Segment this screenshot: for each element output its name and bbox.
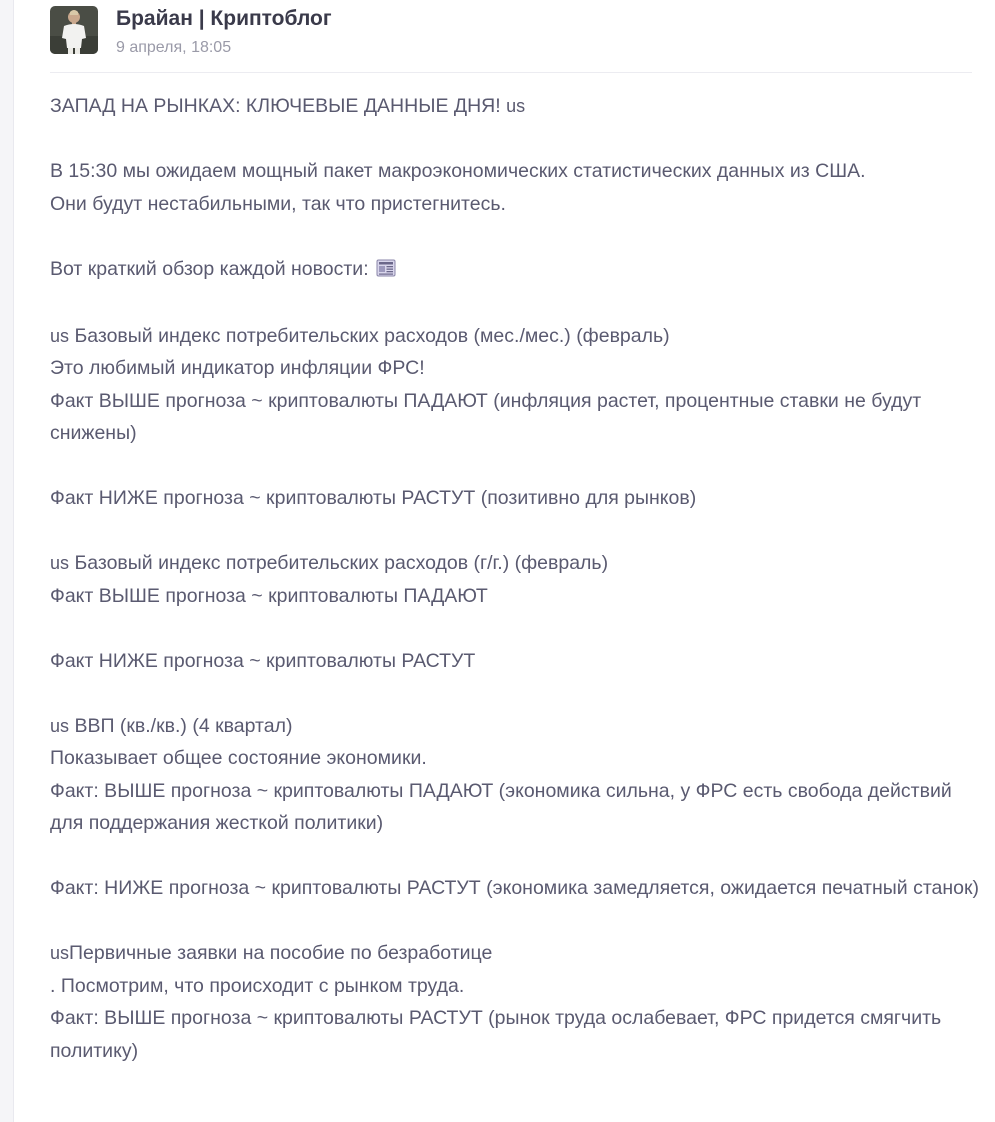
pce-mom-below-block	[50, 482, 980, 515]
post-header	[50, 6, 972, 73]
pce-yoy-block	[50, 547, 980, 612]
pce-mom-title-text: Базовый индекс потребительских расходов (мес./мес.) (февраль)	[74, 324, 670, 347]
us-flag-icon: us	[506, 96, 526, 116]
gdp-block	[50, 710, 980, 840]
post-date: 9 апреля, 18:05	[116, 39, 232, 56]
gdp-above: Факт: ВЫШЕ прогноза ~ криптовалюты ПАДАЮТ (экономика сильна, у ФРС есть свобода действий для поддержания жесткой политики)	[50, 779, 952, 834]
gdp-title-text: ВВП (кв./кв.) (4 квартал)	[74, 714, 293, 737]
author-name[interactable]: Брайан | Криптоблог	[116, 7, 332, 30]
pce-yoy-above: Факт ВЫШЕ прогноза ~ криптовалюты ПАДАЮТ	[50, 584, 488, 607]
claims-title-text: Первичные заявки на пособие по безработице	[69, 942, 493, 964]
pce-mom-title	[50, 320, 980, 353]
us-flag-icon: us	[50, 325, 70, 346]
intro-paragraph	[50, 155, 980, 220]
overview-text: Вот краткий обзор каждой новости:	[50, 257, 369, 280]
intro-line: Они будут нестабильными, так что пристегнитесь.	[50, 192, 506, 215]
newspaper-icon	[376, 255, 396, 288]
gdp-title	[50, 710, 980, 743]
pce-mom-note: Это любимый индикатор инфляции ФРС!	[50, 357, 425, 379]
pce-mom-block	[50, 320, 980, 450]
claims-above: Факт: ВЫШЕ прогноза ~ криптовалюты РАСТУТ (рынок труда ослабевает, ФРС придется смягчить политику)	[50, 1007, 942, 1062]
pce-yoy-title-text: Базовый индекс потребительских расходов (г/г.) (февраль)	[74, 552, 609, 574]
gdp-note: Показывает общее состояние экономики.	[50, 747, 427, 769]
post-body	[50, 90, 980, 1100]
overview-paragraph	[50, 253, 980, 288]
claims-block	[50, 937, 980, 1067]
gdp-below: Факт: НИЖЕ прогноза ~ криптовалюты РАСТУТ (экономика замедляется, ожидается печатный станок)	[50, 877, 980, 899]
pce-yoy-below: Факт НИЖЕ прогноза ~ криптовалюты РАСТУТ	[50, 649, 476, 672]
avatar[interactable]	[50, 6, 98, 54]
left-rail	[0, 0, 14, 1122]
pce-mom-above: Факт ВЫШЕ прогноза ~ криптовалюты ПАДАЮТ (инфляция растет, процентные ставки не будут снижены)	[50, 389, 922, 444]
us-flag-icon: us	[50, 943, 70, 963]
person-in-white-tshirt-photo	[50, 6, 98, 54]
pce-yoy-title	[50, 547, 980, 580]
post-card	[14, 0, 995, 1122]
claims-note: . Посмотрим, что происходит с рынком труда.	[50, 974, 465, 997]
pce-yoy-below-block	[50, 645, 980, 678]
us-flag-icon: us	[50, 715, 70, 736]
gdp-below-block	[50, 872, 980, 905]
pce-mom-below: Факт НИЖЕ прогноза ~ криптовалюты РАСТУТ (позитивно для рынков)	[50, 487, 697, 509]
post-headline	[50, 90, 980, 123]
headline-text: ЗАПАД НА РЫНКАХ: КЛЮЧЕВЫЕ ДАННЫЕ ДНЯ!	[50, 95, 501, 117]
intro-line: В 15:30 мы ожидаем мощный пакет макроэкономических статистических данных из США.	[50, 160, 866, 182]
claims-title	[50, 937, 980, 970]
us-flag-icon: us	[50, 553, 70, 573]
